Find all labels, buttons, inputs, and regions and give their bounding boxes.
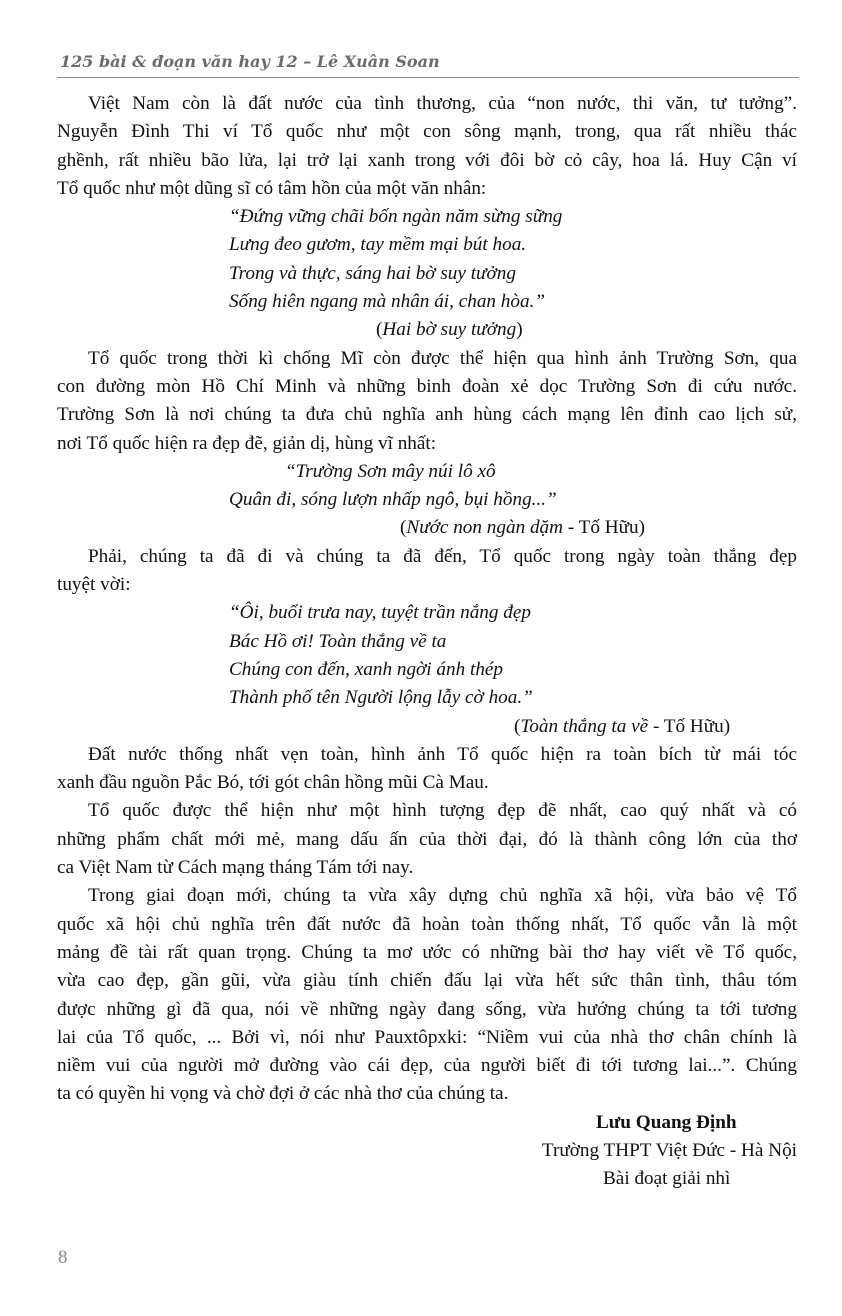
- verse-line: Thành phố tên Người lộng lẫy cờ hoa.”: [229, 687, 533, 709]
- page-body: [57, 90, 797, 1194]
- paragraph-line: Phải, chúng ta đã đi và chúng ta đã đến, Tổ quốc trong ngày toàn thắng đẹp: [88, 545, 797, 567]
- paragraph-line: niềm vui của người mở đường vào cái đẹp, của người biết đi tới tương lai...”. Chúng: [57, 1055, 797, 1077]
- verse-line: Bác Hồ ơi! Toàn thắng về ta: [229, 630, 447, 652]
- poem-source: [57, 514, 797, 542]
- poem-title: Nước non ngàn dặm: [406, 517, 564, 539]
- paragraph-line: ghềnh, rất nhiều bão lửa, lại trở lại xanh trong với đôi bờ cỏ cây, hoa lá. Huy Cận ví: [57, 149, 797, 171]
- verse-line: Sống hiên ngang mà nhân ái, chan hòa.”: [229, 291, 546, 313]
- verse-line: “Trường Sơn mây núi lô xô: [285, 460, 496, 482]
- paragraph-line: Đất nước thống nhất vẹn toàn, hình ảnh Tổ quốc hiện ra toàn bích từ mái tóc: [88, 743, 797, 765]
- poem-title: Toàn thắng ta về: [520, 715, 649, 737]
- verse-line: Trong và thực, sáng hai bờ suy tưởng: [229, 262, 516, 284]
- paren: (: [376, 319, 383, 341]
- paragraph-line: quốc xã hội chủ nghĩa trên đất nước đã hoàn toàn thống nhất, Tổ quốc vẫn là một: [57, 913, 797, 935]
- paragraph-line: Việt Nam còn là đất nước của tình thương, của “non nước, thi văn, tư tưởng”.: [88, 93, 797, 114]
- running-header: 125 bài & đoạn văn hay 12 – Lê Xuân Soan: [60, 52, 440, 71]
- paragraph-line: ca Việt Nam từ Cách mạng tháng Tám tới nay.: [57, 857, 414, 879]
- paragraph-line: Tổ quốc như một dũng sĩ có tâm hồn của một văn nhân:: [57, 177, 487, 199]
- verse-line: “Đứng vững chãi bốn ngàn năm sừng sững: [229, 206, 563, 228]
- signature-author: Lưu Quang Định: [596, 1111, 737, 1133]
- paragraph-line: mảng đề tài rất quan trọng. Chúng ta mơ ước có những bài thơ hay viết về Tổ quốc,: [57, 941, 797, 963]
- verse-line: Lưng đeo gươm, tay mềm mại bút hoa.: [229, 234, 527, 256]
- poem-source: [57, 713, 797, 741]
- verse-line: Chúng con đến, xanh ngời ánh thép: [229, 658, 504, 680]
- paragraph-line: tuyệt vời:: [57, 574, 131, 596]
- paragraph-line: Tổ quốc trong thời kì chống Mĩ còn được thể hiện qua hình ảnh Trường Sơn, qua: [88, 347, 797, 369]
- paragraph-line: Tổ quốc được thể hiện như một hình tượng đẹp đẽ nhất, cao quý nhất và có: [88, 800, 797, 822]
- paragraph-line: những phẩm chất mới mẻ, mang dấu ấn của thời đại, đó là thành công lớn của thơ: [57, 828, 797, 850]
- paragraph-line: Trường Sơn là nơi chúng ta đưa chủ nghĩa anh hùng cách mạng lên đỉnh cao lịch sử,: [57, 404, 797, 426]
- poem-title: Hai bờ suy tưởng: [382, 319, 517, 341]
- paragraph-line: Nguyễn Đình Thi ví Tổ quốc như một con sông mạnh, trong, qua rất nhiều thác: [57, 121, 797, 143]
- signature-award: Bài đoạt giải nhì: [603, 1168, 731, 1190]
- paren: (: [400, 517, 407, 539]
- paren: (: [514, 715, 521, 737]
- signature-school: Trường THPT Việt Đức - Hà Nội: [541, 1139, 797, 1161]
- paren: ): [516, 319, 523, 341]
- page-number: 8: [58, 1247, 68, 1268]
- paragraph-line: nơi Tổ quốc hiện ra đẹp đẽ, giản dị, hùng vĩ nhất:: [57, 432, 437, 454]
- paragraph-line: Trong giai đoạn mới, chúng ta vừa xây dựng chủ nghĩa xã hội, vừa bảo vệ Tổ: [88, 885, 797, 907]
- poem-author: - Tố Hữu): [563, 517, 646, 539]
- paragraph-line: con đường mòn Hồ Chí Minh và những binh đoàn xẻ dọc Trường Sơn đi cứu nước.: [57, 375, 797, 397]
- verse-line: Quân đi, sóng lượn nhấp ngô, bụi hồng...”: [229, 489, 557, 511]
- paragraph-line: ta có quyền hi vọng và chờ đợi ở các nhà thơ của chúng ta.: [57, 1083, 509, 1105]
- verse-line: “Ôi, buổi trưa nay, tuyệt trần nắng đẹp: [229, 602, 531, 624]
- poem-source: [57, 316, 797, 344]
- header-divider: [57, 77, 799, 78]
- paragraph-line: lai của Tổ quốc, ... Bởi vì, nói như Pauxtôpxki: “Niềm vui của nhà thơ chân chính là: [57, 1026, 797, 1048]
- paragraph-line: vừa cao đẹp, gần gũi, vừa giàu tính chiến đấu lại vừa hết sức thân tình, thâu tóm: [57, 970, 797, 992]
- poem-author: - Tố Hữu): [648, 715, 731, 737]
- paragraph-line: xanh đầu nguồn Pắc Bó, tới gót chân hồng mũi Cà Mau.: [57, 772, 489, 794]
- paragraph-line: được những gì đã qua, nói về những ngày đang sống, vừa hướng chúng ta tới tương: [57, 998, 797, 1020]
